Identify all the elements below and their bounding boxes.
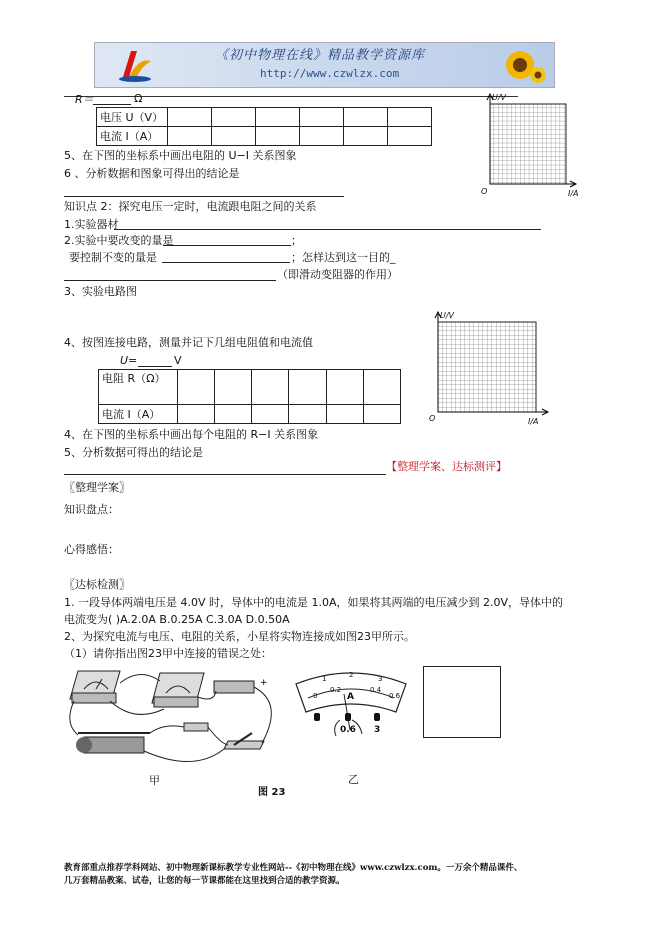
- table-cell[interactable]: [215, 370, 252, 405]
- origin-label: O: [481, 187, 488, 196]
- table-cell[interactable]: [363, 405, 400, 424]
- y-axis-label: U/V: [492, 93, 507, 102]
- problem-2: 2、为探究电流与电压、电阻的关系，小星将实物连接成如图23甲所示。: [64, 630, 415, 643]
- circuit-figure: [64, 663, 290, 775]
- table-cell[interactable]: [256, 127, 300, 146]
- top-rule: [64, 96, 518, 97]
- header-banner: [94, 42, 555, 88]
- table-cell[interactable]: [256, 108, 300, 127]
- table-cell[interactable]: [326, 370, 363, 405]
- answer-line[interactable]: [163, 245, 291, 246]
- meter-scale-tick: 0.6: [389, 692, 401, 700]
- test-heading: 〖达标检测〗: [64, 578, 130, 591]
- table-cell[interactable]: [178, 370, 215, 405]
- question-5b: 5、分析数据可得出的结论是: [64, 446, 203, 459]
- figure-caption: 图 23: [258, 787, 286, 798]
- terminal-label: 3: [374, 725, 381, 735]
- u-blank[interactable]: [138, 366, 172, 367]
- row-label: 电流 I（A）: [97, 127, 168, 146]
- row-label: 电压 U（V）: [97, 108, 168, 127]
- terminal-negative: [314, 713, 320, 721]
- table-cell[interactable]: [300, 127, 344, 146]
- problem-1: 1. 一段导体两端电压是 4.0V 时，导体中的电流是 1.0A，如果将其两端的电压减少到 2.0V，导体中的: [64, 596, 564, 609]
- table-cell[interactable]: [178, 405, 215, 424]
- question-3: 3、实验电路图: [64, 285, 137, 298]
- question-6: 6 、分析数据和图象可得出的结论是: [64, 167, 240, 180]
- table-cell[interactable]: [363, 370, 400, 405]
- origin-label: O: [429, 414, 436, 423]
- meter-scale-tick-bottom: 1: [322, 675, 327, 683]
- question-2b-mid: ；怎样达到这一目的_: [291, 251, 396, 264]
- figure-label-yi: 乙: [348, 773, 359, 786]
- table-cell[interactable]: [252, 405, 289, 424]
- r-unit: Ω: [134, 92, 143, 105]
- table-cell[interactable]: [388, 127, 432, 146]
- grid-svg: [424, 308, 560, 430]
- banner-url: http://www.czwlzx.com: [260, 67, 400, 80]
- meter-unit: A: [347, 692, 354, 702]
- grid-graph-1: [476, 90, 586, 200]
- terminal-label: 0.6: [340, 725, 356, 735]
- answer-line[interactable]: [114, 229, 541, 230]
- circuit-drawing-box[interactable]: [423, 666, 501, 738]
- u-unit: V: [174, 354, 182, 367]
- table-cell[interactable]: [252, 370, 289, 405]
- x-axis-label: I/A: [528, 417, 539, 426]
- logo-icon: [115, 47, 155, 83]
- banner-title: 《初中物理在线》精品教学资源库: [215, 48, 426, 63]
- table-cell[interactable]: [212, 108, 256, 127]
- answer-line[interactable]: [64, 280, 276, 281]
- meter-scale-tick-bottom: 3: [378, 675, 383, 683]
- meter-scale-tick-bottom: 2: [349, 671, 354, 679]
- svg-text:+: +: [260, 678, 268, 688]
- question-4: 4、按图连接电路，测量并记下几组电阻值和电流值: [64, 336, 313, 349]
- meter-scale-tick: 0.4: [370, 686, 382, 694]
- sunflower-icon: [490, 45, 550, 85]
- problem-2-part-1: （1）请你指出图23甲中连接的错误之处：: [64, 647, 272, 660]
- terminal-3: [374, 713, 380, 721]
- table-cell[interactable]: [168, 127, 212, 146]
- meter-scale-tick: 0.2: [330, 686, 342, 694]
- table-cell[interactable]: [326, 405, 363, 424]
- table-cell[interactable]: [168, 108, 212, 127]
- y-axis-label: U/V: [440, 311, 455, 320]
- question-4b: 4、在下图的坐标系中画出每个电阻的 R−I 关系图象: [64, 428, 319, 441]
- table-cell[interactable]: [212, 127, 256, 146]
- question-2c: （即滑动变阻器的作用）: [277, 268, 398, 281]
- r-label: R＝: [75, 93, 94, 106]
- footer-line-2: 几万套精品教案、试卷，让您的每一节课都能在这里找到合适的教学资源。: [64, 876, 345, 886]
- x-axis-label: I/A: [568, 189, 579, 198]
- table-cell[interactable]: [215, 405, 252, 424]
- question-2b: 要控制不变的量是: [69, 251, 157, 264]
- data-table-1: [96, 107, 432, 146]
- knowledge-label: 知识盘点：: [64, 503, 119, 516]
- table-cell[interactable]: [289, 370, 326, 405]
- footer-line-1: 教育部重点推荐学科网站、初中物理新课标教学专业性网站--《初中物理在线》www.czwlzx.com。一万余个精品课件、: [64, 863, 523, 873]
- section-tag: 【整理学案、达标测评】: [386, 460, 507, 473]
- table-row: [99, 405, 401, 424]
- answer-line[interactable]: [162, 262, 290, 263]
- section-2-heading: 知识点 2：探究电压一定时，电流跟电阻之间的关系: [64, 200, 317, 213]
- answer-line[interactable]: [64, 196, 344, 197]
- u-label: U=: [120, 354, 138, 367]
- table-row: [97, 108, 432, 127]
- figure-label-jia: 甲: [149, 774, 160, 787]
- r-blank[interactable]: [93, 104, 131, 105]
- table-cell[interactable]: [344, 127, 388, 146]
- answer-line[interactable]: [64, 474, 386, 475]
- data-table-2: [98, 369, 401, 424]
- reflection-label: 心得感悟：: [64, 543, 119, 556]
- question-2: 2.实验中要改变的量是: [64, 234, 174, 247]
- meter-scale-tick: 0: [313, 692, 318, 700]
- question-1: 1.实验器材: [64, 218, 119, 231]
- table-cell[interactable]: [388, 108, 432, 127]
- table-row: [97, 127, 432, 146]
- row-label: 电阻 R（Ω）: [99, 370, 178, 405]
- grid-graph-2: [424, 308, 560, 430]
- row-label: 电流 I（A）: [99, 405, 178, 424]
- problem-1-options: 电流变为( )A.2.0A B.0.25A C.3.0A D.0.50A: [64, 613, 290, 626]
- semicolon: ；: [291, 234, 302, 247]
- table-cell[interactable]: [344, 108, 388, 127]
- table-row: [99, 370, 401, 405]
- grid-svg: [476, 90, 586, 200]
- question-5: 5、在下图的坐标系中画出电阻的 U−I 关系图象: [64, 149, 297, 162]
- table-cell[interactable]: [289, 405, 326, 424]
- table-cell[interactable]: [300, 108, 344, 127]
- terminal-0.6: [345, 713, 351, 721]
- wrapup-heading: 〖整理学案〗: [64, 481, 130, 494]
